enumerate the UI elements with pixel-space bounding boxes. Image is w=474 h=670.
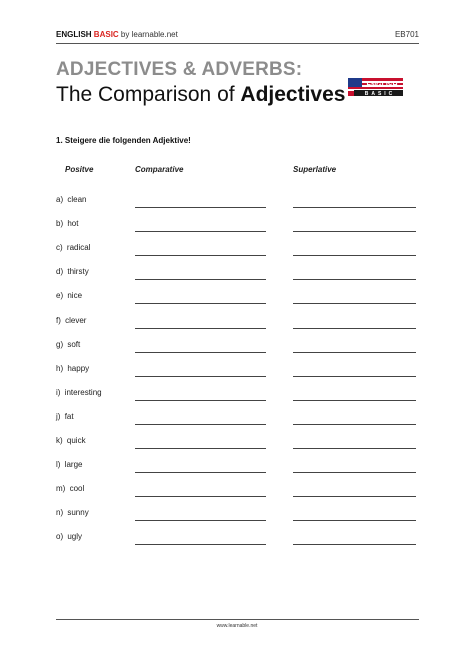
exercise-item-label — [56, 315, 86, 327]
item-word: radical — [66, 243, 91, 252]
item-letter: h) — [56, 364, 64, 373]
comparative-answer-line[interactable] — [135, 279, 266, 280]
header-basic: BASIC — [93, 30, 119, 39]
logo-text-basic: BASIC — [364, 91, 396, 97]
item-letter: g) — [56, 340, 64, 349]
exercise-row — [56, 194, 426, 208]
exercise-instruction: 1. Steigere die folgenden Adjektive! — [56, 136, 191, 145]
exercise-item-label — [56, 411, 74, 423]
superlative-answer-line[interactable] — [293, 400, 416, 401]
superlative-answer-line[interactable] — [293, 255, 416, 256]
superlative-answer-line[interactable] — [293, 448, 416, 449]
column-header-positive: Positve — [65, 165, 94, 174]
comparative-answer-line[interactable] — [135, 424, 266, 425]
english-basic-logo — [348, 77, 403, 97]
item-letter: e) — [56, 291, 64, 300]
item-letter: i) — [56, 388, 61, 397]
comparative-answer-line[interactable] — [135, 544, 266, 545]
item-letter: c) — [56, 243, 63, 252]
item-word: nice — [67, 291, 83, 300]
superlative-answer-line[interactable] — [293, 544, 416, 545]
footer-url: www.learnable.net — [216, 623, 258, 629]
comparative-answer-line[interactable] — [135, 472, 266, 473]
superlative-answer-line[interactable] — [293, 352, 416, 353]
page-header — [56, 28, 419, 42]
superlative-answer-line[interactable] — [293, 376, 416, 377]
superlative-answer-line[interactable] — [293, 496, 416, 497]
exercise-item-label — [56, 339, 80, 351]
comparative-answer-line[interactable] — [135, 448, 266, 449]
item-word: ugly — [67, 532, 83, 541]
exercise-item-label — [56, 531, 82, 543]
superlative-answer-line[interactable] — [293, 520, 416, 521]
exercise-item-label — [56, 290, 82, 302]
exercise-row — [56, 459, 426, 473]
superlative-answer-line[interactable] — [293, 328, 416, 329]
exercise-row — [56, 435, 426, 449]
exercise-item-label — [56, 363, 89, 375]
item-letter: d) — [56, 267, 64, 276]
exercise-item-label — [56, 483, 84, 495]
item-word: sunny — [67, 508, 89, 517]
item-letter: j) — [56, 412, 61, 421]
page-title-topic: ADJECTIVES & ADVERBS: — [56, 59, 303, 80]
header-code: EB701 — [394, 30, 419, 39]
item-letter: k) — [56, 436, 63, 445]
exercise-row — [56, 242, 426, 256]
superlative-answer-line[interactable] — [293, 472, 416, 473]
superlative-answer-line[interactable] — [293, 424, 416, 425]
item-word: soft — [67, 340, 81, 349]
exercise-item-label — [56, 507, 89, 519]
item-letter: n) — [56, 508, 64, 517]
comparative-answer-line[interactable] — [135, 207, 266, 208]
item-word: clever — [65, 316, 87, 325]
item-word: large — [64, 460, 83, 469]
comparative-answer-line[interactable] — [135, 328, 266, 329]
column-header-comparative: Comparative — [135, 165, 184, 174]
comparative-answer-line[interactable] — [135, 376, 266, 377]
exercise-row — [56, 411, 426, 425]
exercise-row — [56, 387, 426, 401]
superlative-answer-line[interactable] — [293, 231, 416, 232]
item-letter: b) — [56, 219, 64, 228]
exercise-row — [56, 483, 426, 497]
column-header-superlative: Superlative — [293, 165, 337, 174]
header-divider — [56, 43, 419, 44]
page-title-bold: Adjectives — [240, 83, 346, 106]
item-letter: f) — [56, 316, 61, 325]
footer-divider — [56, 619, 419, 620]
exercise-row — [56, 507, 426, 521]
exercise-item-label — [56, 435, 86, 447]
exercise-row — [56, 266, 426, 280]
item-letter: o) — [56, 532, 64, 541]
header-brand: ENGLISH — [56, 30, 92, 39]
comparative-answer-line[interactable] — [135, 255, 266, 256]
item-word: quick — [66, 436, 86, 445]
comparative-answer-line[interactable] — [135, 400, 266, 401]
item-word: clean — [67, 195, 87, 204]
item-word: interesting — [64, 388, 102, 397]
comparative-answer-line[interactable] — [135, 231, 266, 232]
superlative-answer-line[interactable] — [293, 207, 416, 208]
page-title-prefix: The Comparison of — [56, 83, 241, 106]
item-word: thirsty — [67, 267, 89, 276]
comparative-answer-line[interactable] — [135, 352, 266, 353]
item-letter: l) — [56, 460, 61, 469]
page-title — [56, 81, 345, 109]
item-word: happy — [67, 364, 90, 373]
exercise-item-label — [56, 242, 90, 254]
item-letter: m) — [56, 484, 66, 493]
exercise-row — [56, 531, 426, 545]
exercise-row — [56, 218, 426, 232]
item-word: hot — [67, 219, 79, 228]
logo-text-english: ENGLISH — [366, 82, 398, 89]
exercise-item-label — [56, 266, 89, 278]
superlative-answer-line[interactable] — [293, 303, 416, 304]
exercise-row — [56, 315, 426, 329]
exercise-row — [56, 339, 426, 353]
item-word: fat — [64, 412, 74, 421]
exercise-row — [56, 363, 426, 377]
exercise-row — [56, 290, 426, 304]
comparative-answer-line[interactable] — [135, 496, 266, 497]
item-letter: a) — [56, 195, 64, 204]
item-word: cool — [69, 484, 85, 493]
comparative-answer-line[interactable] — [135, 303, 266, 304]
header-by-line: by learnable.net — [120, 30, 178, 39]
exercise-item-label — [56, 218, 78, 230]
superlative-answer-line[interactable] — [293, 279, 416, 280]
exercise-item-label — [56, 459, 82, 471]
comparative-answer-line[interactable] — [135, 520, 266, 521]
exercise-item-label — [56, 194, 86, 206]
exercise-item-label — [56, 387, 102, 399]
